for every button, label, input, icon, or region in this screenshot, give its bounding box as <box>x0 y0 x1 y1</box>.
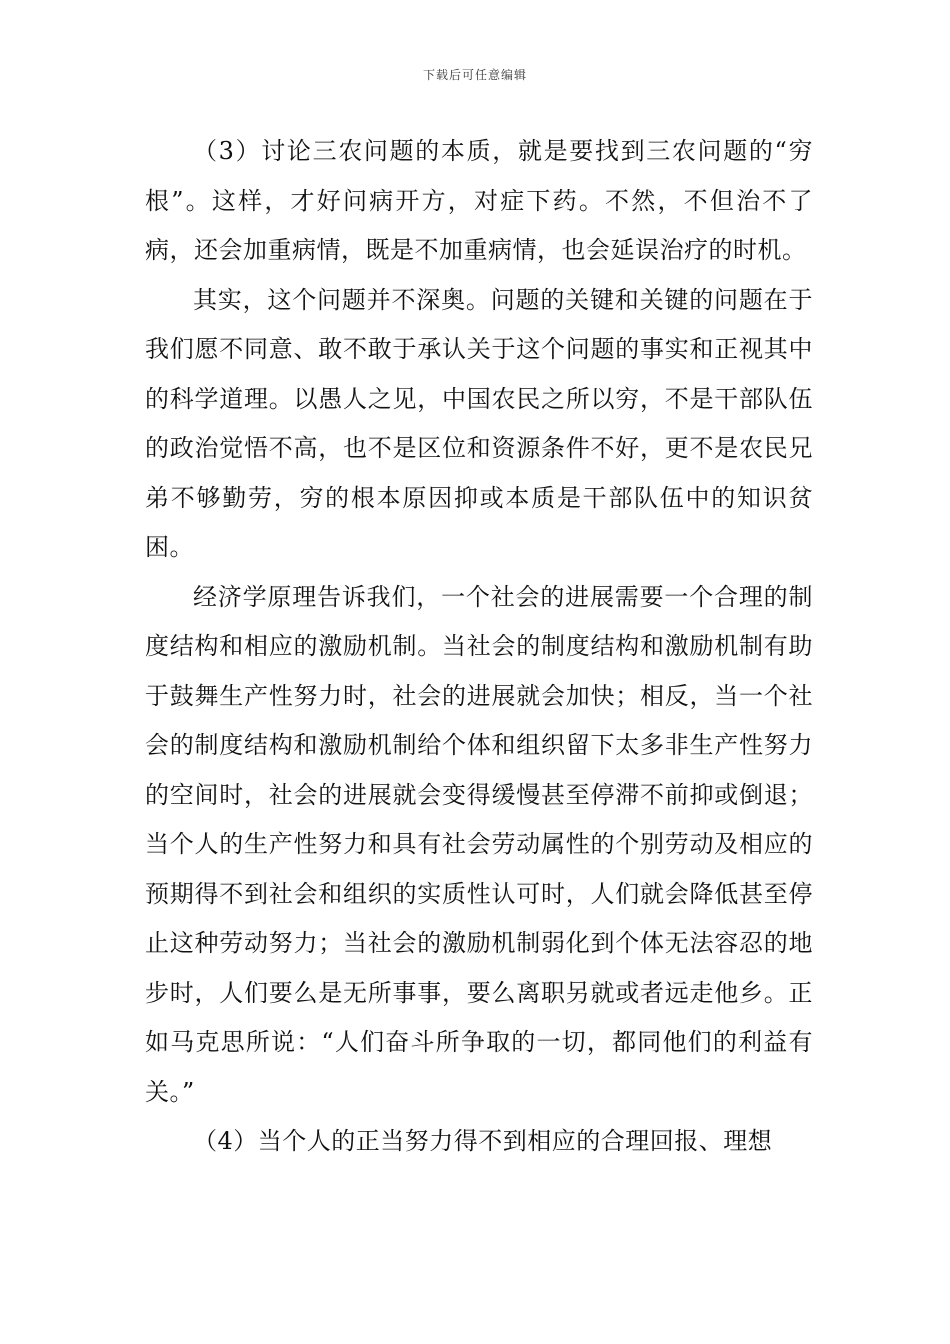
paragraph-3: 经济学原理告诉我们，一个社会的进展需要一个合理的制度结构和相应的激励机制。当社会的制度结构和激励机制有助于鼓舞生产性努力时，社会的进展就会加快；相反，当一个社会的制度结构和激励机制给个体和组织留下太多非生产性努力的空间时，社会的进展就会变得缓慢甚至停滞不前抑或倒退；当个人的生产性努力和具有社会劳动属性的个别劳动及相应的预期得不到社会和组织的实质性认可时，人们就会降低甚至停止这种劳动努力；当社会的激励机制弱化到个体无法容忍的地步时，人们要么是无所事事，要么离职另就或者远走他乡。正如马克思所说：“人们奋斗所争取的一切，都同他们的利益有关。” <box>145 582 813 1106</box>
paragraph-4: （4）当个人的正当努力得不到相应的合理回报、理想 <box>193 1127 773 1155</box>
paragraph-1: （3）讨论三农问题的本质，就是要找到三农问题的“穷根”。这样，才好问病开方，对症下药。不然，不但治不了病，还会加重病情，既是不加重病情，也会延误治疗的时机。 <box>145 137 813 264</box>
document-body <box>145 127 813 1167</box>
paragraph-2: 其实，这个问题并不深奥。问题的关键和关键的问题在于我们愿不同意、敢不敢于承认关于这个问题的事实和正视其中的科学道理。以愚人之见，中国农民之所以穷，不是干部队伍的政治觉悟不高，也不是区位和资源条件不好，更不是农民兄弟不够勤劳，穷的根本原因抑或本质是干部队伍中的知识贫困。 <box>145 285 813 561</box>
page-header-note: 下载后可任意编辑 <box>422 68 527 82</box>
